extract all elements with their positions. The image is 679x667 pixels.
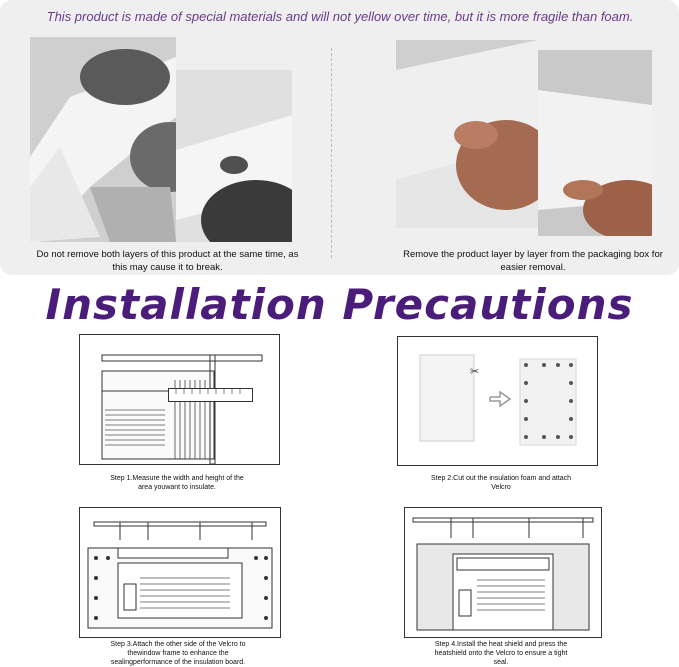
scissors-icon: ✂: [470, 365, 480, 378]
step1-caption: Step 1.Measure the width and height of the area youwant to insulate.: [110, 475, 244, 491]
step3-caption: Step 3.Attach the other side of the Velcro to thewindow frame to enhance the sealingperformance of the insulation board.: [110, 641, 246, 666]
fragility-notice: This product is made of special materials and will not yellow over time, but it is more fragile than foam.: [46, 9, 634, 24]
photo-right-1: [396, 40, 538, 228]
photo-left-1: [30, 37, 176, 242]
photo-right-2: [538, 50, 652, 236]
right-caption: Remove the product layer by layer from the packaging box for easier removal.: [403, 249, 663, 273]
panel-divider: [331, 48, 332, 258]
arrow-right-icon: [490, 392, 510, 406]
page-title: Installation Precautions: [45, 280, 634, 329]
step2-illustration: [397, 336, 598, 466]
step4-illustration: [404, 507, 602, 638]
photo-left-2: [176, 70, 292, 242]
ruler-icon: [168, 388, 253, 402]
step4-caption: Step 4.Install the heat shield and press the heatshield onto the Velcro to ensure a tight seal.: [434, 641, 568, 666]
step2-caption: Step 2.Cut out the insulation foam and attach Velcro: [430, 475, 572, 491]
step3-illustration: [79, 507, 281, 638]
left-caption: Do not remove both layers of this product at the same time, as this may cause it to break.: [36, 249, 299, 273]
